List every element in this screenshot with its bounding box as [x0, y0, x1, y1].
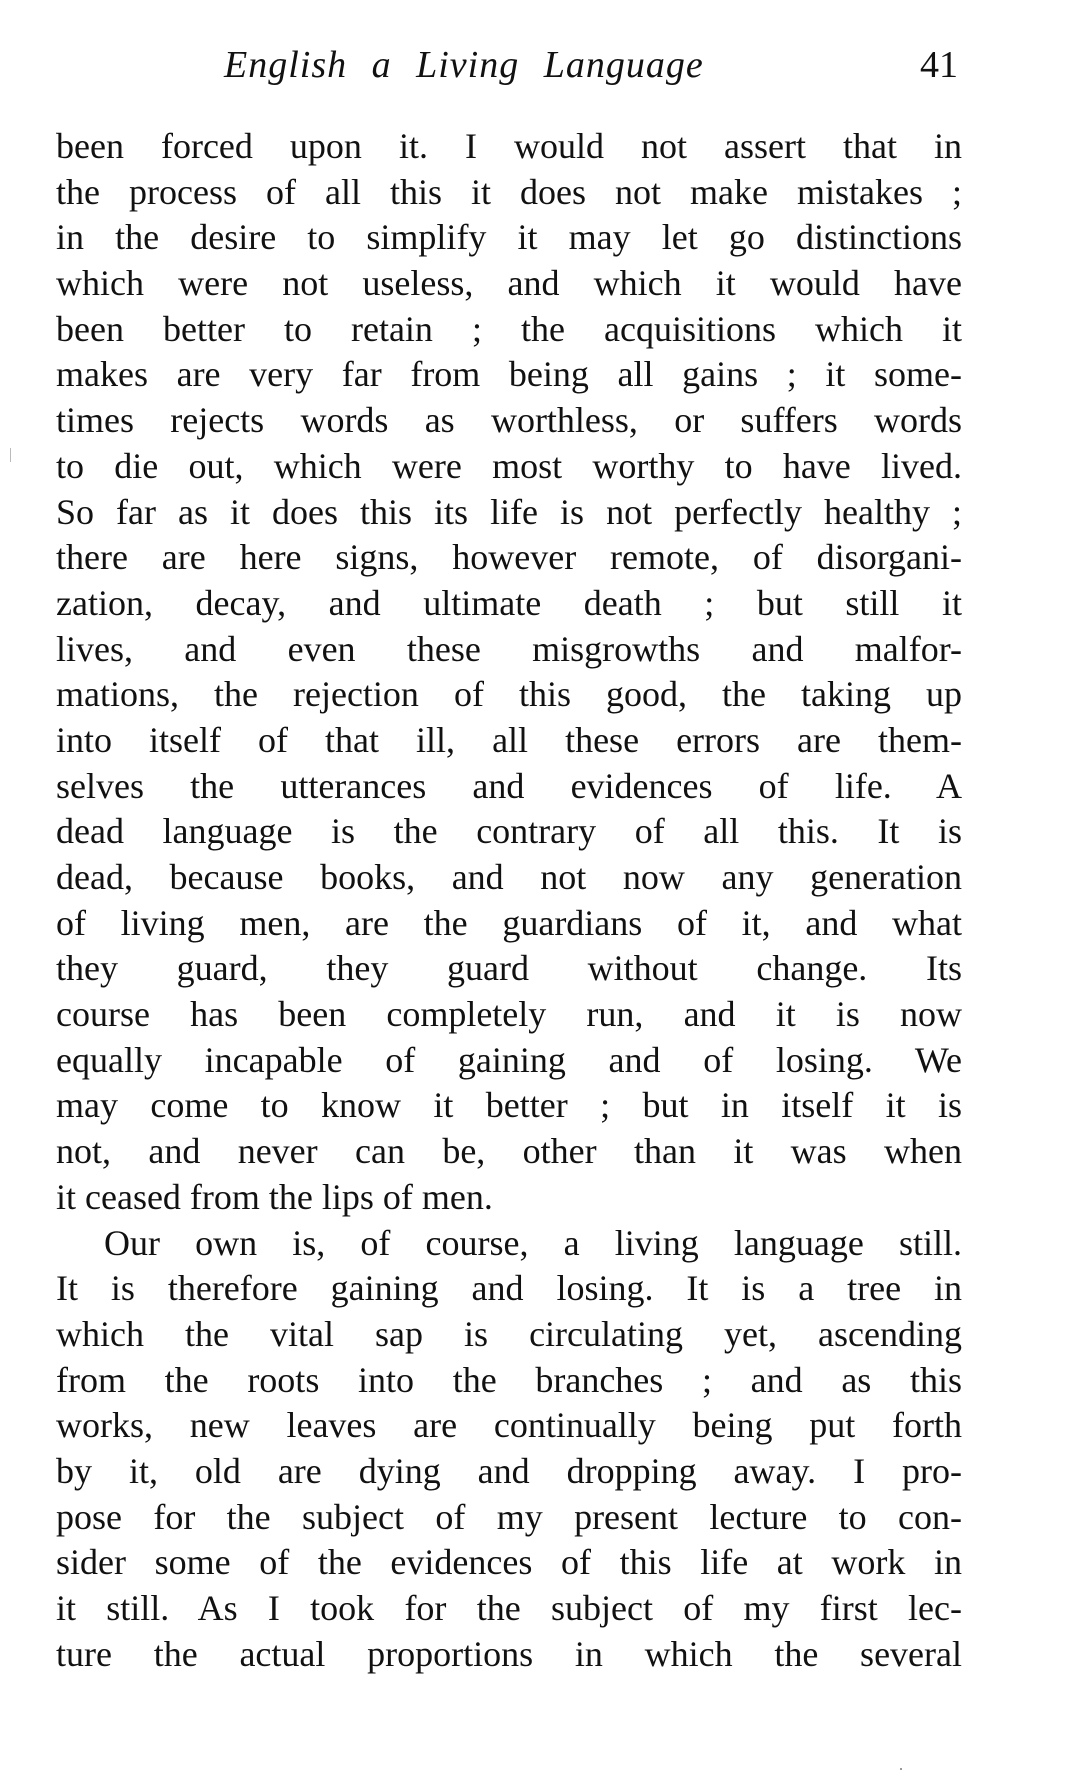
text-line: to die out, which were most worthy to have lived. — [56, 445, 962, 486]
text-line: mations, the rejection of this good, the taking up — [56, 674, 962, 715]
text-line: not, and never can be, other than it was when — [56, 1131, 962, 1172]
text-line: there are here signs, however remote, of disorgani- — [56, 537, 962, 578]
text-line: It is therefore gaining and losing. It is a tree in — [56, 1268, 962, 1309]
text-line: So far as it does this its life is not perfectly healthy ; — [56, 491, 962, 532]
text-line: dead, because books, and not now any generation — [56, 857, 962, 897]
running-head — [224, 40, 958, 90]
text-line: in the desire to simplify it may let go distinctions — [56, 217, 962, 258]
text-line: course has been completely run, and it is now — [56, 994, 962, 1035]
text-line: makes are very far from being all gains ; it some- — [56, 354, 962, 395]
text-line: equally incapable of gaining and of losing. We — [56, 1039, 962, 1080]
text-line: into itself of that ill, all these errors are them- — [56, 719, 962, 760]
text-line: of living men, are the guardians of it, and what — [56, 902, 962, 943]
text-line: it still. As I took for the subject of my first lec- — [56, 1588, 962, 1628]
text-line: they guard, they guard without change. Its — [56, 948, 962, 989]
text-line: zation, decay, and ultimate death ; but still it — [56, 582, 962, 623]
text-line: sider some of the evidences of this life at work in — [56, 1542, 962, 1583]
text-line: may come to know it better ; but in itself it is — [56, 1085, 962, 1126]
text-line: by it, old are dying and dropping away. I pro- — [56, 1450, 962, 1491]
text-line: been forced upon it. I would not assert that in — [56, 126, 962, 166]
text-line: been better to retain ; the acquisitions which it — [56, 308, 962, 349]
text-line: dead language is the contrary of all this. It is — [56, 811, 962, 852]
text-line: which the vital sap is circulating yet, ascending — [56, 1313, 962, 1354]
text-line: which were not useless, and which it would have — [56, 263, 962, 304]
text-line: times rejects words as worthless, or suffers words — [56, 400, 962, 441]
print-speck — [900, 1768, 902, 1770]
text-line: works, new leaves are continually being put forth — [56, 1405, 962, 1446]
text-line: selves the utterances and evidences of life. A — [56, 765, 962, 806]
page-number: 41 — [920, 44, 958, 86]
running-title: English a Living Language — [224, 44, 704, 86]
paragraph-start-line: Our own is, of course, a living language still. — [104, 1222, 962, 1263]
text-line: lives, and even these misgrowths and malfor- — [56, 628, 962, 669]
text-line: from the roots into the branches ; and as this — [56, 1359, 962, 1400]
body-text — [56, 124, 962, 1677]
text-line: pose for the subject of my present lecture to con- — [56, 1496, 962, 1537]
text-line: ture the actual proportions in which the several — [56, 1633, 962, 1674]
margin-mark — [10, 448, 11, 462]
text-line: the process of all this it does not make mistakes ; — [56, 171, 962, 212]
paragraph-end-line: it ceased from the lips of men. — [56, 1176, 493, 1217]
